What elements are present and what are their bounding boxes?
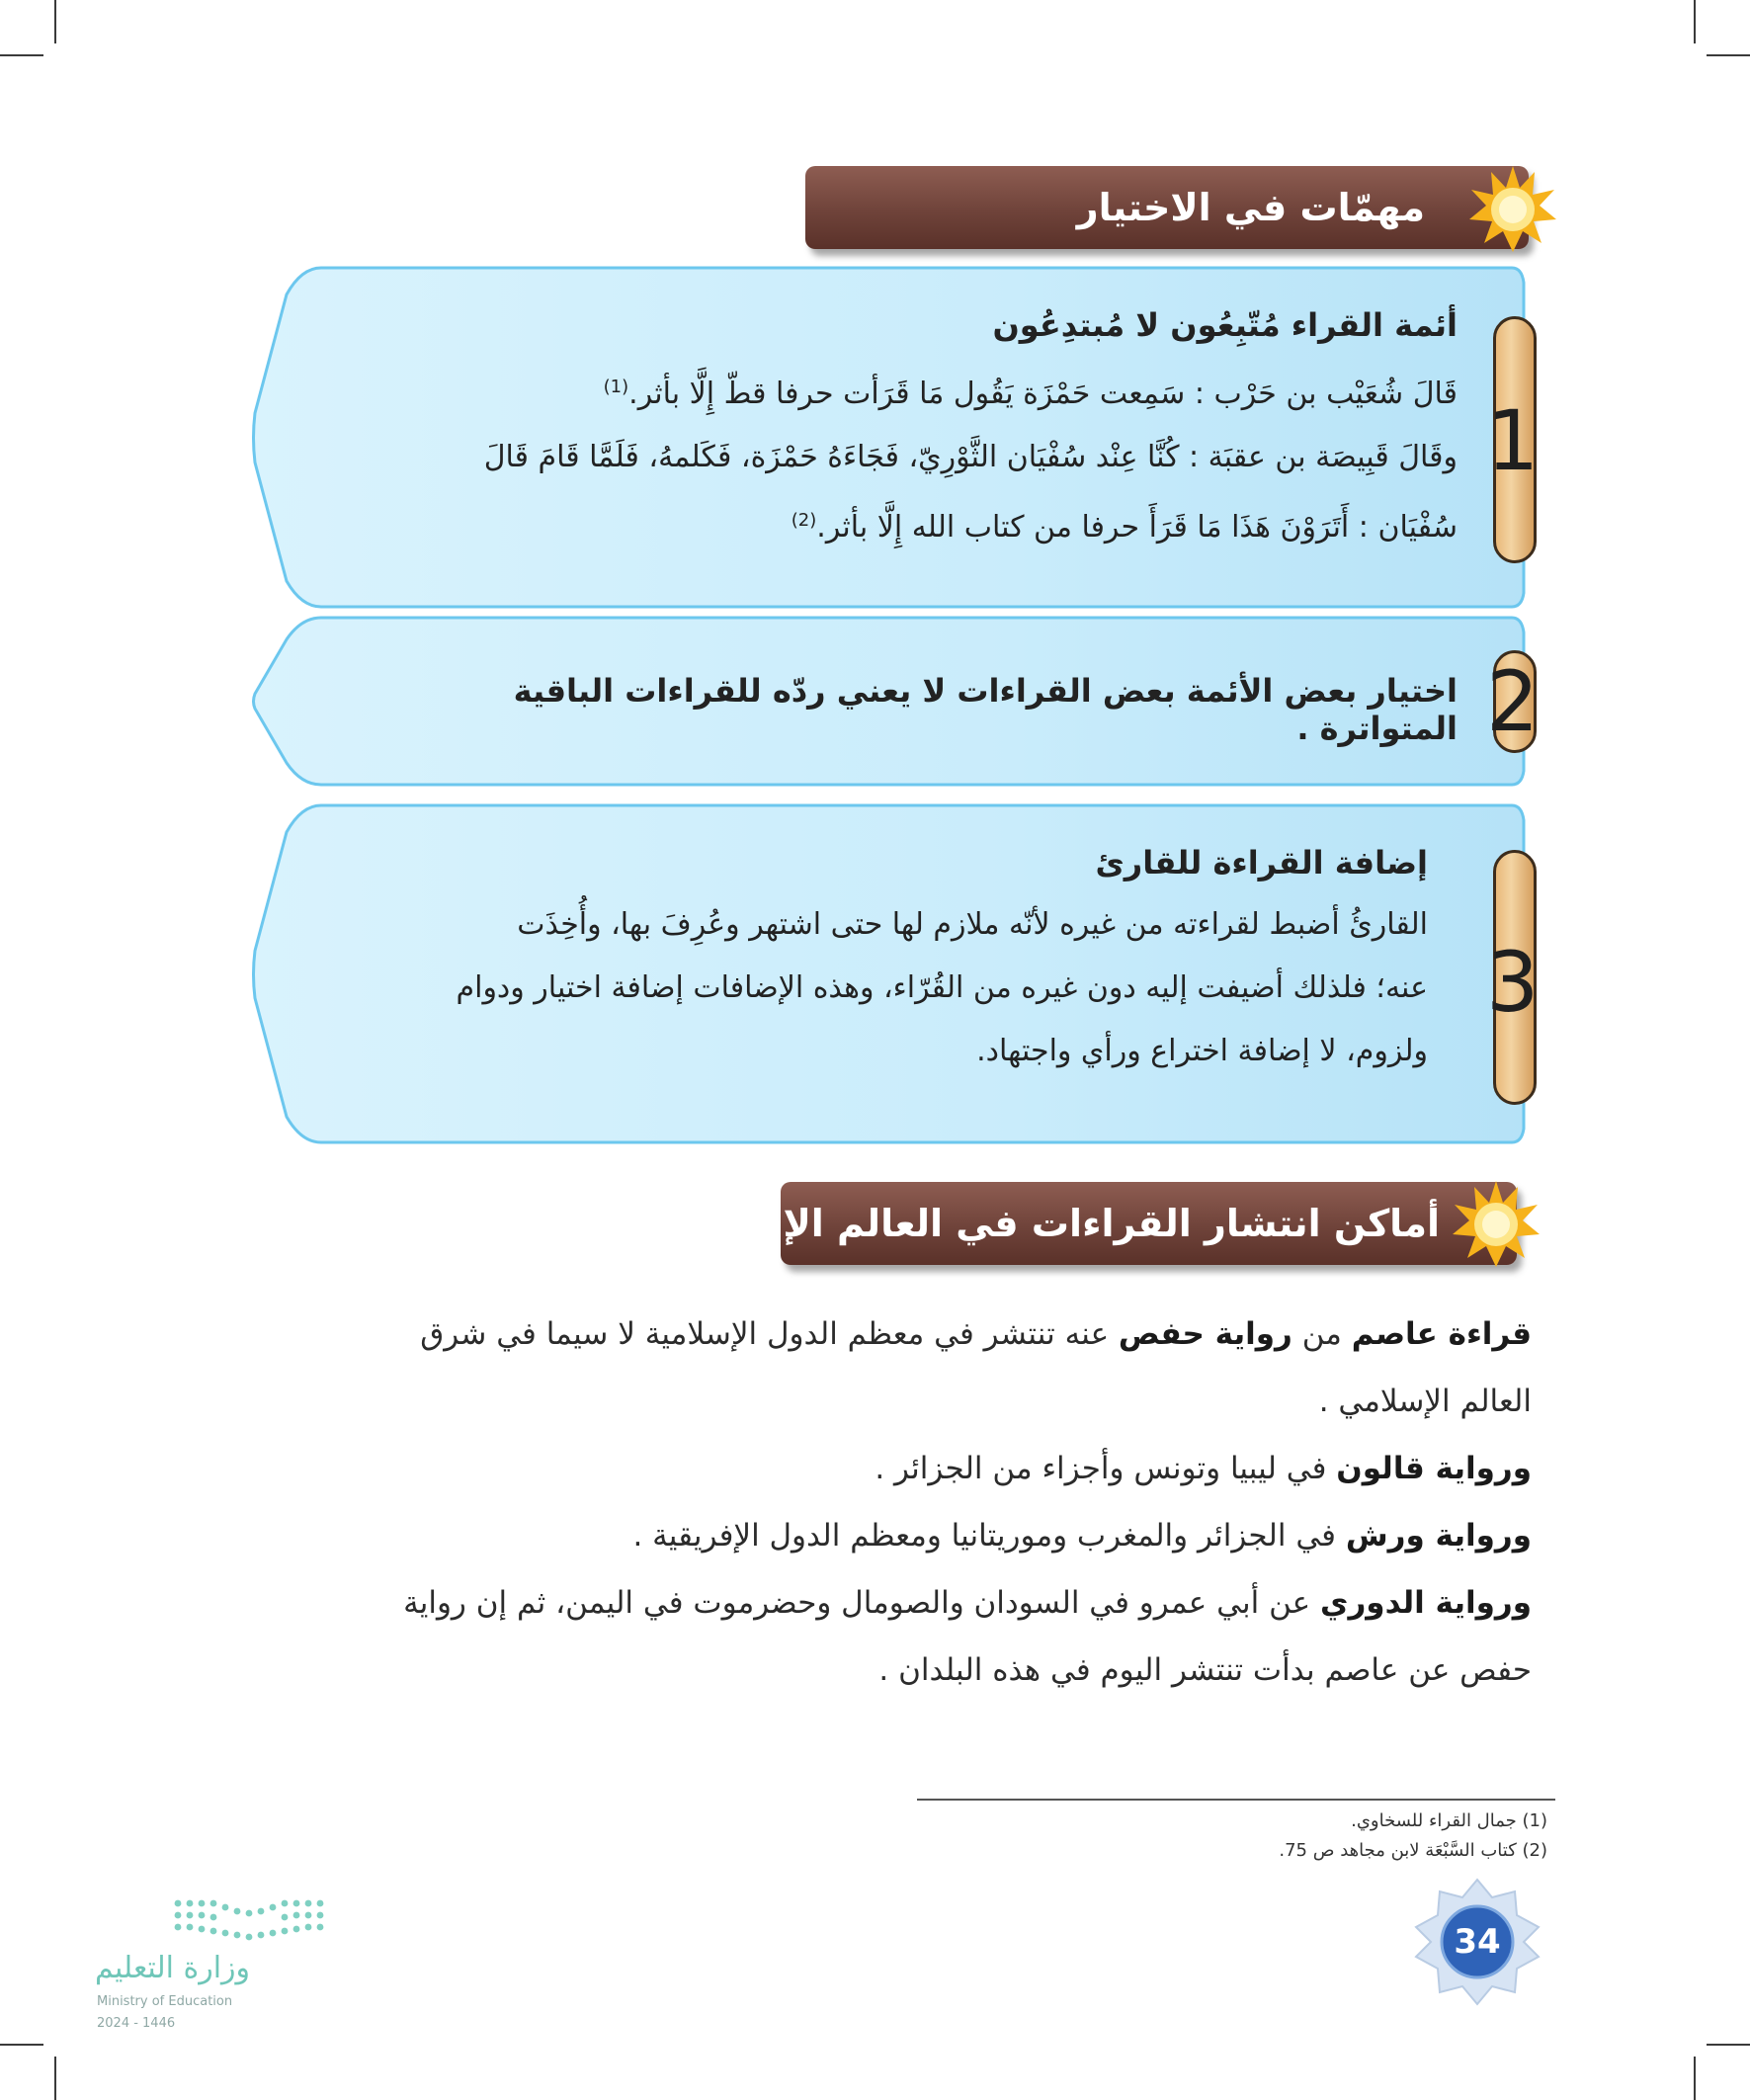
paragraph-qalun bbox=[395, 1435, 1532, 1502]
footnote-ref: (2) bbox=[791, 510, 817, 531]
section-title: مهمّات في الاختيار bbox=[1076, 186, 1425, 229]
crop-mark bbox=[1707, 2044, 1750, 2046]
crop-mark bbox=[0, 54, 43, 56]
page-number-badge bbox=[1413, 1878, 1542, 2006]
text: في الجزائر والمغرب وموريتانيا ومعظم الدول الإفريقية . bbox=[632, 1518, 1346, 1554]
sun-icon bbox=[1451, 1179, 1542, 1270]
body-text bbox=[395, 1301, 1532, 1704]
text: عنه تنتشر في معظم الدول الإسلامية لا سيما في شرق العالم الإسلامي . bbox=[420, 1316, 1532, 1419]
section-header-places bbox=[656, 1182, 1517, 1265]
card-line-text: قَالَ شُعَيْب بن حَرْب : سَمِعت حَمْزَة يَقُول مَا قَرَأت حرفا قطّ إِلَّا بأثر. bbox=[628, 377, 1458, 411]
card-text: اختيار بعض الأئمة بعض القراءات لا يعني ردّه للقراءات الباقية المتواترة . bbox=[513, 672, 1458, 747]
sun-icon bbox=[1467, 164, 1558, 255]
card-2 bbox=[252, 615, 1540, 789]
footnotes bbox=[1279, 1806, 1547, 1866]
footnote-1: (1) جمال القراء للسخاوي. bbox=[1351, 1810, 1547, 1831]
card-line bbox=[380, 356, 1458, 426]
card-line: وقَالَ قَبِيصَة بن عقبَة : كُنَّا عِنْد سُفْيَان الثَّوْرِيّ، فَجَاءَهُ حَمْزَة، فَكَلمهُ، فَلَمَّا قَامَ قَالَ bbox=[483, 440, 1458, 474]
card-line: ولزوم، لا إضافة اختراع ورأي واجتهاد. bbox=[976, 1034, 1428, 1068]
ministry-logo bbox=[95, 1895, 332, 2044]
crop-mark bbox=[1694, 2057, 1696, 2100]
bold-term: ورواية قالون bbox=[1336, 1451, 1532, 1486]
logo-arabic: وزارة التعليم bbox=[95, 1951, 251, 1985]
crop-mark bbox=[1694, 0, 1696, 43]
crop-mark bbox=[1707, 54, 1750, 56]
bold-term: رواية حفص bbox=[1118, 1316, 1292, 1352]
text: في ليبيا وتونس وأجزاء من الجزائر . bbox=[875, 1451, 1337, 1486]
card-body bbox=[380, 306, 1458, 559]
card-line-text: سُفْيَان : أَتَرَوْنَ هَذَا مَا قَرَأَ حرفا من كتاب الله إِلَّا بأثر. bbox=[816, 510, 1458, 545]
text: من bbox=[1292, 1316, 1352, 1352]
footnote-ref: (1) bbox=[603, 377, 629, 397]
bold-term: ورواية ورش bbox=[1345, 1518, 1532, 1554]
paragraph-warsh bbox=[395, 1502, 1532, 1569]
card-body bbox=[380, 844, 1428, 1083]
logo-english: Ministry of Education bbox=[97, 1994, 233, 2009]
section-header-choices bbox=[805, 166, 1529, 249]
card-1 bbox=[252, 265, 1540, 611]
card-line bbox=[380, 489, 1458, 559]
logo-dots-icon bbox=[170, 1895, 328, 1949]
card-number: 3 bbox=[1486, 934, 1540, 1031]
card-title: إضافة القراءة للقارئ bbox=[1095, 844, 1428, 882]
card-title: أئمة القراء مُتّبِعُون لا مُبتدِعُون bbox=[992, 306, 1458, 344]
card-3 bbox=[252, 802, 1540, 1146]
card-line: القارئُ أضبط لقراءته من غيره لأنّه ملازم لها حتى اشتهر وعُرِفَ بها، وأُخِذَت bbox=[517, 907, 1428, 942]
logo-year: 2024 - 1446 bbox=[97, 2016, 176, 2031]
text: عن أبي عمرو في السودان والصومال وحضرموت في اليمن، ثم إن رواية حفص عن عاصم بدأت تنتشر اليوم في هذه البلدان . bbox=[403, 1585, 1532, 1688]
section-title: أماكن انتشار القراءات في العالم الإسلامي bbox=[656, 1202, 1440, 1245]
paragraph-asim bbox=[395, 1301, 1532, 1435]
paragraph-duri bbox=[395, 1569, 1532, 1704]
crop-mark bbox=[54, 0, 56, 43]
card-number: 2 bbox=[1486, 653, 1540, 750]
card-line: عنه؛ فلذلك أضيفت إليه دون غيره من القُرّاء، وهذه الإضافات إضافة اختيار ودوام bbox=[456, 970, 1428, 1005]
crop-mark bbox=[0, 2044, 43, 2046]
footnote-divider bbox=[917, 1799, 1555, 1801]
page-number: 34 bbox=[1454, 1922, 1501, 1962]
bold-term: ورواية الدوري bbox=[1320, 1585, 1532, 1621]
footnote-2: (2) كتاب السَّبْعَة لابن مجاهد ص 75. bbox=[1279, 1840, 1547, 1861]
bold-term: قراءة عاصم bbox=[1351, 1316, 1532, 1352]
card-number: 1 bbox=[1486, 392, 1540, 489]
crop-mark bbox=[54, 2057, 56, 2100]
card-body bbox=[380, 672, 1458, 747]
